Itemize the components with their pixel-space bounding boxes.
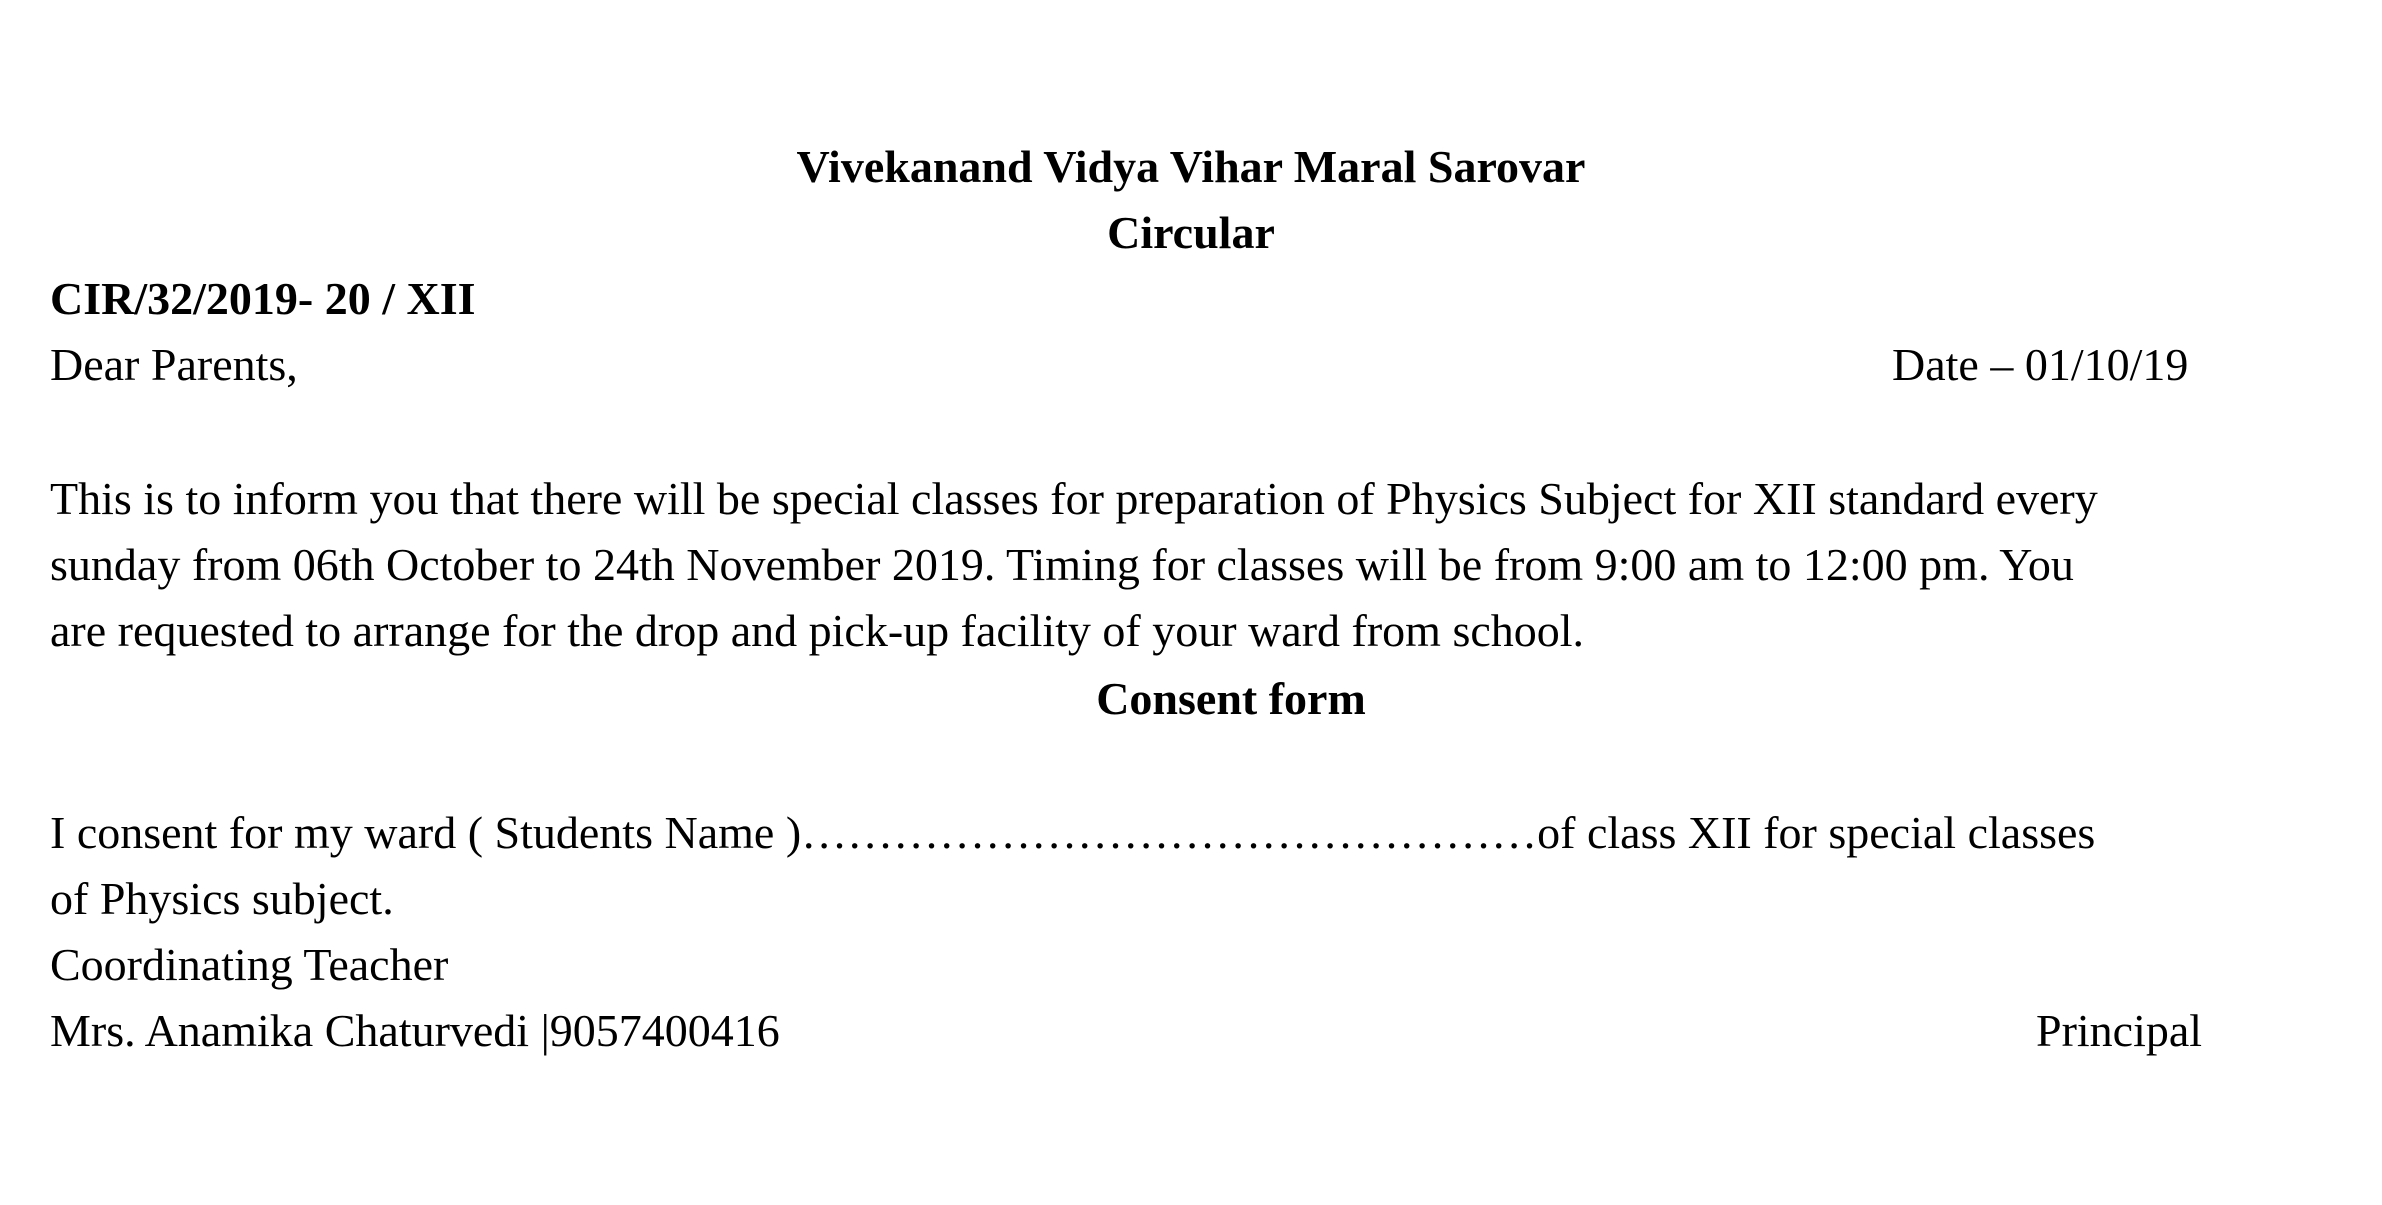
- consent-statement-continued: of Physics subject.: [50, 873, 394, 924]
- school-name: Vivekanand Vidya Vihar Maral Sarovar: [796, 141, 1586, 192]
- coordinator-name-phone: Mrs. Anamika Chaturvedi |9057400416: [50, 1005, 780, 1056]
- salutation: Dear Parents,: [50, 339, 298, 390]
- circular-date: Date – 01/10/19: [1892, 339, 2189, 390]
- consent-form-heading: Consent form: [1096, 673, 1366, 724]
- circular-reference-number: CIR/32/2019- 20 / XII: [50, 273, 476, 324]
- principal-signatory: Principal: [2036, 1005, 2203, 1056]
- body-line-1: This is to inform you that there will be special classes for preparation of Physics Subject for XII standard every: [50, 473, 2098, 524]
- document-type-title: Circular: [1107, 207, 1275, 258]
- consent-statement: I consent for my ward ( Students Name )…………………………………………of class XII for special classes: [50, 807, 2096, 858]
- coordinator-title: Coordinating Teacher: [50, 939, 449, 990]
- body-line-3: are requested to arrange for the drop and pick-up facility of your ward from school.: [50, 605, 1585, 656]
- body-line-2: sunday from 06th October to 24th November 2019. Timing for classes will be from 9:00 am to 12:00 pm. You: [50, 539, 2074, 590]
